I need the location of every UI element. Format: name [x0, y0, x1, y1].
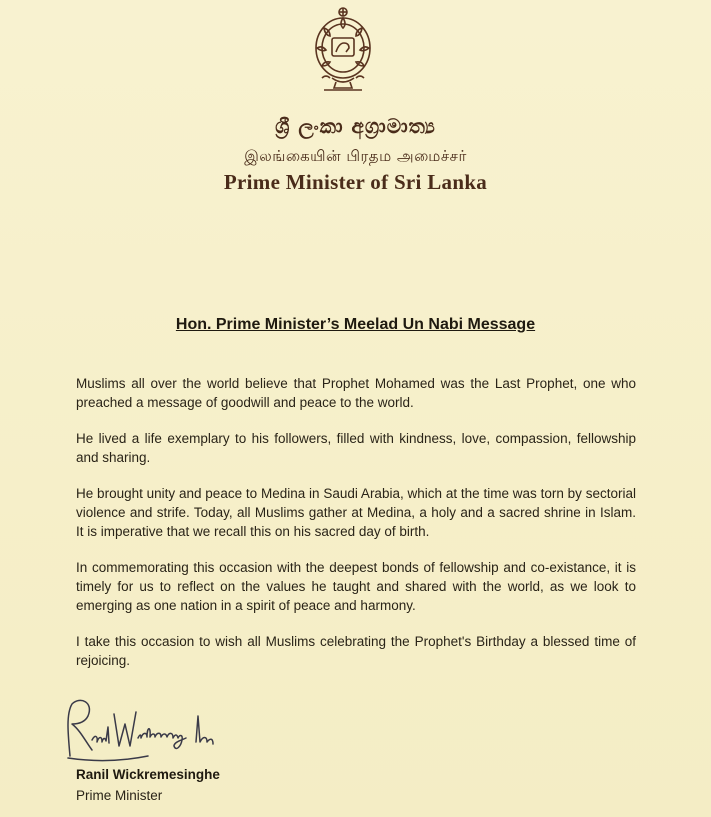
signer-title: Prime Minister	[76, 788, 163, 803]
paragraph-4: In commemorating this occasion with the deepest bonds of fellowship and co-existance, it is timely for us to reflect on the values he taught and shared with the world, as we look to emerging as one nation in a spirit of peace and harmony.	[76, 560, 636, 613]
paragraph-3: He brought unity and peace to Medina in Saudi Arabia, which at the time was torn by sectorial violence and strife. Today, all Muslims gather at Medina, a holy and a sacred shrine in Islam. It is imperative that we recall this on his sacred day of birth.	[76, 486, 636, 539]
handwritten-signature	[58, 694, 228, 766]
message-body	[76, 374, 636, 687]
signer-name: Ranil Wickremesinghe	[76, 767, 220, 782]
letterhead-tamil: இலங்கையின் பிரதம அமைச்சர்	[244, 147, 467, 165]
letterhead-english: Prime Minister of Sri Lanka	[223, 170, 488, 194]
message-title: Hon. Prime Minister’s Meelad Un Nabi Message	[175, 316, 536, 333]
paragraph-2: He lived a life exemplary to his followers, filled with kindness, love, compassion, fellowship and sharing.	[76, 431, 636, 465]
paragraph-1: Muslims all over the world believe that Prophet Mohamed was the Last Prophet, one who preached a message of goodwill and peace to the world.	[76, 376, 636, 410]
letterhead-sinhala: ශ්‍රී ලංකා අග්‍රාමාත්‍ය	[275, 114, 436, 138]
sri-lanka-emblem-icon	[310, 4, 376, 96]
paragraph-5: I take this occasion to wish all Muslims celebrating the Prophet's Birthday a blessed time of rejoicing.	[76, 634, 636, 668]
